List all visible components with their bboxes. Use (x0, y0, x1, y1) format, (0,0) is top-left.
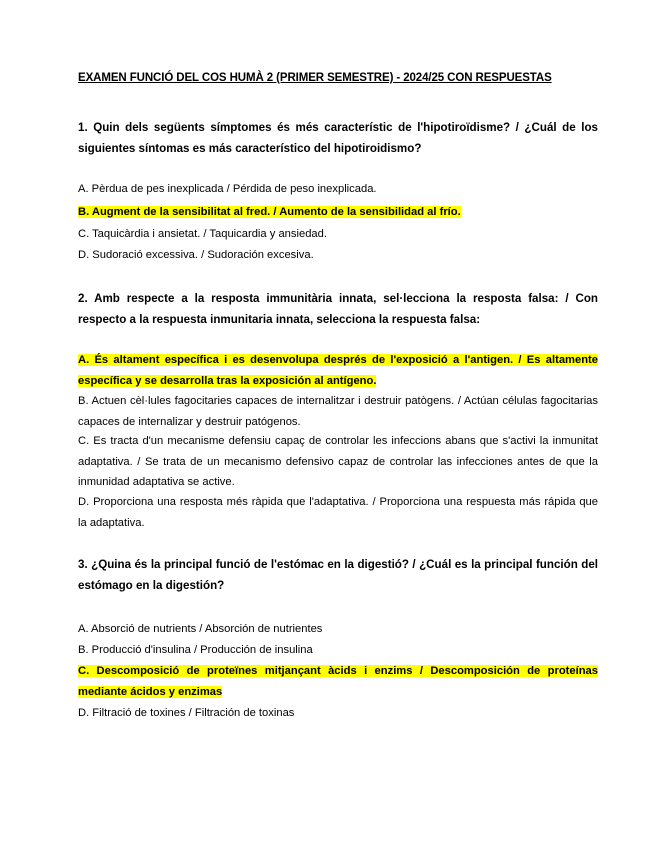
correct-answer-highlight: A. És altament específica i es desenvolupa després de l'exposició a l'antigen. / Es altamente específica y se desarrolla tras la exposición al antígeno. (78, 354, 598, 387)
correct-answer-highlight: C. Descomposició de proteïnes mitjançant àcids i enzims / Descomposición de proteínas mediante ácidos y enzimas (78, 665, 598, 698)
document-title: EXAMEN FUNCIÓ DEL COS HUMÀ 2 (PRIMER SEMESTRE) - 2024/25 CON RESPUESTAS (78, 72, 552, 84)
question-1-option-d: D. Sudoració excessiva. / Sudoración excesiva. (78, 249, 314, 261)
question-2-option-a-correct (78, 350, 598, 391)
question-1-option-a: A. Pèrdua de pes inexplicada / Pérdida de peso inexplicada. (78, 183, 377, 195)
question-2-option-d: D. Proporciona una resposta més ràpida que l'adaptativa. / Proporciona una respuesta más rápida que la adaptativa. (78, 496, 598, 529)
question-2-option-b: B. Actuen cèl·lules fagocitaries capaces de internalitzar i destruir patògens. / Actúan células fagocitarias capaces de internalizar y destruir patógenos. (78, 395, 598, 428)
question-3-option-d: D. Filtració de toxines / Filtración de toxinas (78, 707, 295, 719)
question-2: 2. Amb respecte a la resposta immunitària innata, sel·lecciona la resposta falsa: / Con respecto a la respuesta inmunitaria innata, selecciona la respuesta falsa: (78, 292, 598, 326)
question-3-option-c-correct (78, 661, 598, 702)
question-3-option-b: B. Producció d'insulina / Producción de insulina (78, 644, 313, 656)
question-1: 1. Quin dels següents símptomes és més característic de l'hipotiroïdisme? / ¿Cuál de los siguientes síntomas es más característico del hipotiroidismo? (78, 121, 598, 155)
question-2-option-c: C. Es tracta d'un mecanisme defensiu capaç de controlar les infeccions abans que s'activi la inmunitat adaptativa. / Se trata de un mecanismo defensivo capaz de controlar las infecciones antes de que la inmunidad adaptativa se active. (78, 435, 598, 488)
correct-answer-highlight: B. Augment de la sensibilitat al fred. / Aumento de la sensibilidad al frío. (78, 206, 461, 218)
question-1-option-c: C. Taquicàrdia i ansietat. / Taquicardia y ansiedad. (78, 228, 327, 240)
question-3-option-a: A. Absorció de nutrients / Absorción de nutrientes (78, 623, 323, 635)
question-1-option-b-correct (78, 202, 598, 223)
question-3: 3. ¿Quina és la principal funció de l'estómac en la digestió? / ¿Cuál es la principal función del estómago en la digestión? (78, 558, 598, 592)
